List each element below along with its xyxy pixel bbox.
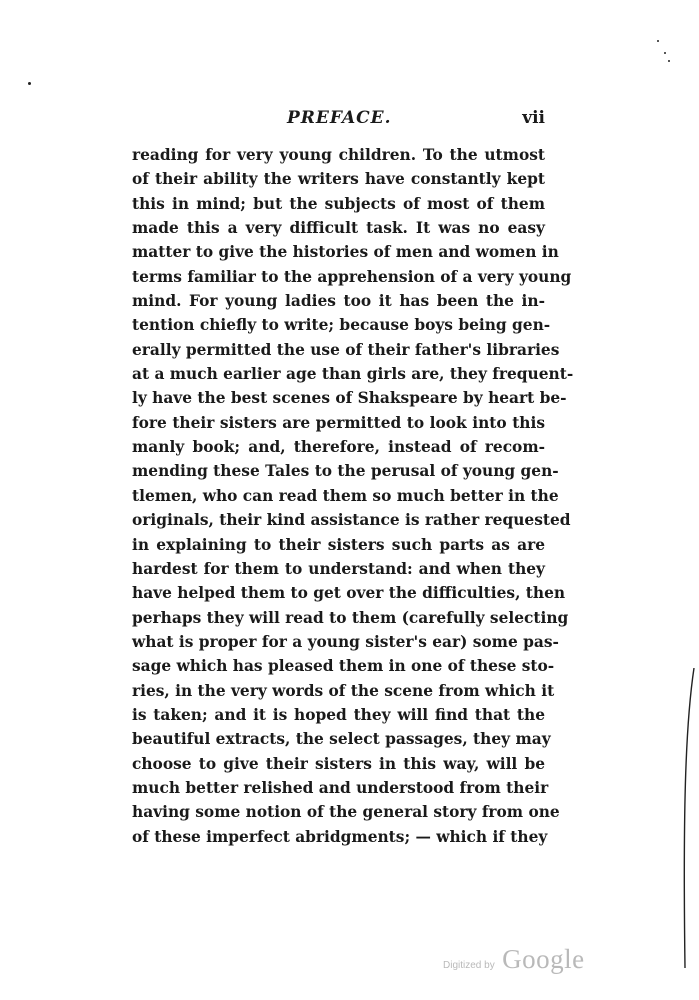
text-line: of their ability the writers have constantly kept [132,170,545,189]
text-line: perhaps they will read to them (carefully selecting [132,608,569,627]
watermark-prefix: Digitized by [443,960,495,971]
running-title: PREFACE. [287,108,392,128]
text-line: at a much earlier age than girls are, they frequent- [132,365,574,384]
google-logo: Google [502,944,585,974]
text-line: is taken; and it is hoped they will find that the [132,705,545,724]
text-line: erally permitted the use of their father's libraries [132,340,560,359]
text-line: beautiful extracts, the select passages, they may [132,730,551,749]
text-line: terms familiar to the apprehension of a very young [132,267,572,286]
text-line: ries, in the very words of the scene from which it [132,681,555,700]
text-line: mending these Tales to the perusal of young gen- [132,462,559,481]
page-edge-mark [681,668,695,968]
text-line: in explaining to their sisters such parts as are [132,535,545,554]
text-line: mind. For young ladies too it has been the in- [132,292,545,311]
text-line: this in mind; but the subjects of most of them [132,194,545,213]
body-text [132,143,574,849]
text-line: of these imperfect abridgments; — which if they [132,827,548,846]
text-line: tlemen, who can read them so much better in the [132,486,559,505]
text-line: choose to give their sisters in this way, will be [132,754,545,773]
text-line: manly book; and, therefore, instead of recom- [132,438,545,457]
scan-speck [664,52,666,54]
text-line: much better relished and understood from their [132,778,549,797]
text-line: hardest for them to understand: and when they [132,559,545,578]
text-line: have helped them to get over the difficulties, then [132,584,566,603]
text-line: matter to give the histories of men and women in [132,243,559,262]
text-line: what is proper for a young sister's ear) some pas- [132,632,559,651]
text-line: reading for very young children. To the utmost [132,146,545,164]
text-line: fore their sisters are permitted to look into this [132,413,545,432]
text-line: made this a very difficult task. It was no easy [132,219,545,238]
text-line: having some notion of the general story from one [132,803,560,822]
text-line: tention chiefly to write; because boys being gen- [132,316,551,335]
running-header [132,108,545,132]
scan-speck [657,40,659,42]
scan-speck [668,60,670,62]
page-number: vii [522,108,545,128]
google-watermark [443,944,585,975]
scan-speck [28,82,31,85]
text-line: ly have the best scenes of Shakspeare by heart be- [132,389,567,408]
text-line: sage which has pleased them in one of these sto- [132,657,555,676]
text-line: originals, their kind assistance is rather requested [132,511,571,530]
